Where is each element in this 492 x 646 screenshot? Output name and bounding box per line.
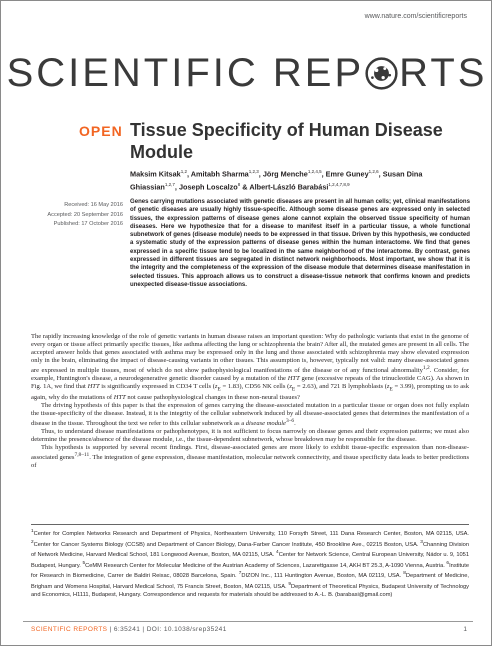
received-date: Received: 16 May 2016: [64, 202, 123, 208]
accepted-date: Accepted: 20 September 2016: [47, 211, 123, 218]
article-dates: [23, 201, 123, 230]
body-paragraph: The rapidly increasing knowledge of the role of genetic variants in human disease raises an important question: Why do pathologic variants that exist in the genome of every organ or tissue affect primarily specific tissues, like asthma affecting the lung or schizophrenia the brain? After all, the mutated genes are present in all cells. The accepted answer holds that genes associated with asthma may be expressed only in the lung and those associated with schizophrenia may show elevated expression only in the brain, eliminating the impact of disease-causing variants in other tissues. This assumption is, however, typically not valid: many disease-associated genes are expressed in multiple tissues, most of which do not show pathophysiological manifestations of the disease or of any functional abnormality$^{1,2}$. Consider, for example, Huntington's disease, a neurodegenerative genetic disorder caused by a mutation of the HTT gene (excessive repeats of the trinucleotide CAG). As shown in Fig. 1A, we find that HTT is significantly expressed in CD34 T cells $(z_E = 1.83)$, CD56 NK cells $(z_E = 2.63)$, and 721 B lymphoblasts $(z_E = 3.99)$, prompting us to ask again, why do the mutations of HTT not cause pathophysiological changes in these non-neural tissues?: [31, 333, 469, 402]
masthead-left: SCIENTIFIC REP: [6, 51, 365, 96]
page-number: 1: [463, 626, 467, 633]
footer-journal-name: SCIENTIFIC REPORTS: [31, 626, 108, 633]
journal-url[interactable]: www.nature.com/scientificreports: [364, 13, 467, 20]
globe-o-icon: [365, 57, 398, 90]
footer-doi[interactable]: | 6:35241 | DOI: 10.1038/srep35241: [107, 626, 227, 633]
body-text: [31, 333, 469, 470]
masthead-right: RTS: [399, 51, 488, 96]
body-paragraph: Thus, to understand disease manifestations or pathophenotypes, it is not sufficient to focus narrowly on disease genes and their expression patterns; we must also determine the presence/absence of the disease module, i.e., the tissue-dependent subnetwork, whose breakdown may be responsible for the disease.: [31, 428, 469, 444]
published-date: Published: 17 October 2016: [53, 221, 123, 227]
article-title: Tissue Specificity of Human Disease Module: [130, 120, 443, 162]
abstract: Genes carrying mutations associated with genetic diseases are present in all human cells; yet, clinical manifestations of genetic diseases are usually highly tissue-specific. Although some disease genes are expressed only in selected tissues, the expression patterns of disease genes alone cannot explain the observed tissue specificity of human diseases. Here we hypothesize that for a disease to manifest itself in a particular tissue, a whole functional subnetwork of genes (disease module) needs to be expressed in that tissue. Driven by this hypothesis, we conducted a systematic study of the expression patterns of disease genes within the human interactome. We find that genes expressed in a specific tissue tend to be localized in the same neighborhood of the interactome. By contrast, genes expressed in different tissues are segregated in distinct network neighborhoods. Most important, we show that it is the integrity and the completeness of the expression of the disease module that determines disease manifestation in selected tissues. This approach allows us to construct a disease-tissue network that confirms known and predicts unexpected disease-tissue associations.: [130, 199, 470, 288]
footer-divider: [23, 621, 473, 622]
body-paragraph: The driving hypothesis of this paper is that the expression of genes carrying the disease-associated mutation in a particular tissue or organ does not fully explain the tissue-specificity of the disease. Instead, it is the integrity of the cellular subnetwork induced by all disease-associated genes that determines the manifestation of a disease in the tissue. Throughout the text we refer to this cellular subnetwork as a disease module$^{3-6}$.: [31, 402, 469, 428]
journal-masthead: [1, 47, 492, 97]
body-paragraph: This hypothesis is supported by several recent findings. First, disease-associated genes are more likely to exhibit tissue-specific expression than non-disease-associated genes$^{7,8-11}$. The integration of gene expression, disease manifestation, molecular network connectivity, and tissue specificity data leads to better predictions of: [31, 444, 469, 470]
author-list: Maksim Kitsak$^{1,2}$, Amitabh Sharma$^{1,2,3}$, Jörg Menche$^{1,2,4,5}$, Emre Guney$^{1,2,6}$, Susan Dina Ghiassian$^{1,2,7}$, Joseph Loscalzo$^8$ & Albert-László Barabási$^{1,2,4,7,8,9}$: [130, 169, 423, 192]
footer-citation: [31, 626, 227, 633]
open-access-label: OPEN: [79, 123, 123, 139]
affiliations-footnote: $^1$Center for Complex Networks Research and Department of Physics, Northeastern University, 110 Forsyth Street, 111 Dana Research Center, Boston, MA 02115, USA. $^2$Center for Cancer Systems Biology (CCSB) and Department of Cancer Biology, Dana-Farber Cancer Institute, 450 Brookline Ave., 02215 Boston, USA. $^3$Channing Division of Network Medicine, Harvard Medical School, 181 Longwood Avenue, Boston, MA 02115, USA. $^4$Center for Network Science, Central European University, Nádor u. 9, 1051 Budapest, Hungary. $^5$CeMM Research Center for Molecular Medicine of the Austrian Academy of Sciences, Lazarettgasse 14, AKH BT 25.3, A-1090 Vienna, Austria. $^6$Institute for Research in Biomedicine, Carrer de Baldiri Reixac, 08028 Barcelona, Spain. $^7$DIZON Inc., 111 Huntington Avenue, Boston, MA 02119, USA. $^8$Department of Medicine, Brigham and Womens Hospital, Harvard Medical School, 75 Francis Street, Boston, MA 02115, USA. $^9$Department of Theoretical Physics, Budapest University of Technology and Economics, H1111, Budapest, Hungary. Correspondence and requests for materials should be addressed to A.-L. B. (barabasi@gmail.com): [31, 529, 470, 598]
footnote-divider: [31, 524, 469, 525]
